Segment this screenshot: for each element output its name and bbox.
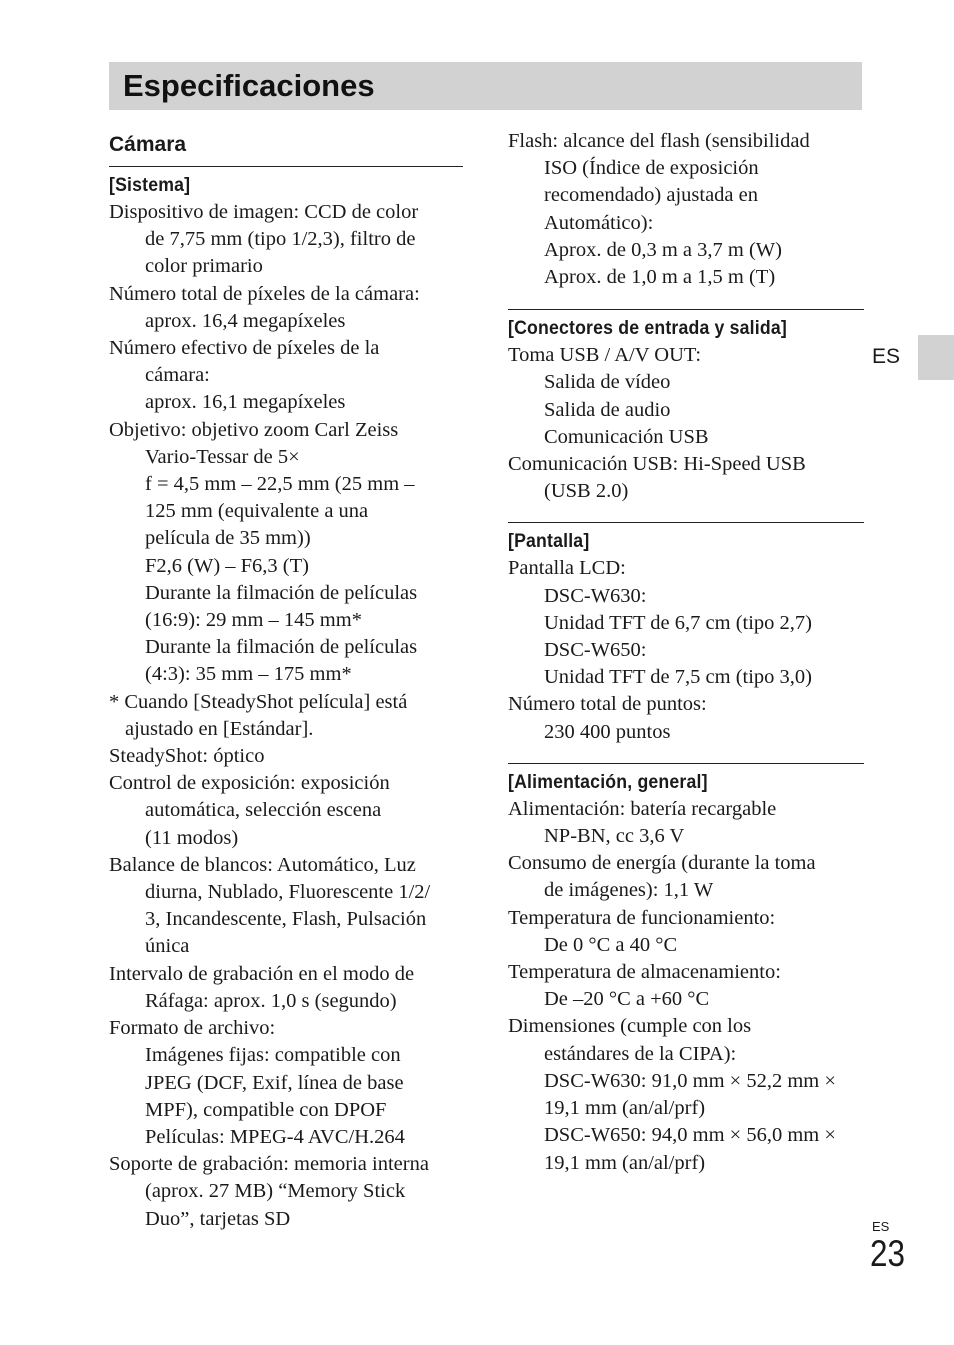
spec-line: Número total de píxeles de la cámara: xyxy=(109,282,420,305)
spec-line: Ráfaga: aprox. 1,0 s (segundo) xyxy=(145,989,397,1012)
spec-line: estándares de la CIPA): xyxy=(544,1042,737,1065)
spec-entry xyxy=(109,335,463,417)
spec-line: DSC-W630: xyxy=(544,584,647,607)
spec-line: 230 400 puntos xyxy=(544,720,671,743)
spec-line: JPEG (DCF, Exif, línea de base xyxy=(145,1071,404,1094)
spec-line: aprox. 16,1 megapíxeles xyxy=(145,391,346,414)
spec-line: Vario-Tessar de 5× xyxy=(145,445,300,468)
spec-line: Número total de puntos: xyxy=(508,693,707,716)
spec-entry xyxy=(109,1015,463,1151)
spec-line: Control de exposición: exposición xyxy=(109,772,390,795)
spec-line: Aprox. de 0,3 m a 3,7 m (W) xyxy=(544,238,782,261)
spec-line: Formato de archivo: xyxy=(109,1017,276,1040)
spec-line: De –20 °C a +60 °C xyxy=(544,988,710,1011)
right-sections xyxy=(508,309,864,1176)
spec-line: Salida de vídeo xyxy=(544,371,671,394)
spec-line: Flash: alcance del flash (sensibilidad xyxy=(508,130,810,152)
spec-line: Automático): xyxy=(544,211,654,234)
spec-line: SteadyShot: óptico xyxy=(109,745,265,768)
spec-line: Comunicación USB: Hi-Speed USB xyxy=(508,453,806,476)
spec-line: (11 modos) xyxy=(145,826,239,849)
spec-line: (4:3): 35 mm – 175 mm* xyxy=(145,663,352,686)
spec-line: Balance de blancos: Automático, Luz xyxy=(109,853,416,876)
spec-line: Objetivo: objetivo zoom Carl Zeiss xyxy=(109,418,399,441)
spec-line: Dispositivo de imagen: CCD de color xyxy=(109,201,419,223)
spec-line: ajustado en [Estándar]. xyxy=(125,717,314,740)
spec-line: Número efectivo de píxeles de la xyxy=(109,337,380,360)
spec-line: 19,1 mm (an/al/prf) xyxy=(544,1151,706,1174)
section-heading: [Pantalla] xyxy=(508,531,590,553)
spec-section xyxy=(508,522,864,745)
spec-line: DSC-W630: 91,0 mm × 52,2 mm × xyxy=(544,1069,836,1092)
spec-line: Unidad TFT de 6,7 cm (tipo 2,7) xyxy=(544,611,812,634)
spec-line: recomendado) ajustada en xyxy=(544,184,759,207)
spec-line: (aprox. 27 MB) “Memory Stick xyxy=(145,1180,406,1203)
section-heading: [Alimentación, general] xyxy=(508,771,708,793)
spec-line: Salida de audio xyxy=(544,398,671,421)
spec-line: Soporte de grabación: memoria interna xyxy=(109,1153,429,1176)
spec-line: MPF), compatible con DPOF xyxy=(145,1098,387,1121)
spec-entry xyxy=(508,850,864,904)
spec-line: ISO (Índice de exposición xyxy=(544,157,759,180)
spec-line: Temperatura de almacenamiento: xyxy=(508,961,781,984)
spec-line: 125 mm (equivalente a una xyxy=(145,500,369,523)
spec-line: única xyxy=(145,935,190,958)
left-column xyxy=(109,128,463,1233)
spec-line: color primario xyxy=(145,255,263,278)
language-tab-marker xyxy=(918,335,954,380)
flash-spec xyxy=(508,128,864,291)
section-heading: [Sistema] xyxy=(109,175,191,196)
left-sections xyxy=(109,166,463,1233)
spec-entry xyxy=(109,199,463,281)
spec-line: DSC-W650: 94,0 mm × 56,0 mm × xyxy=(544,1124,836,1147)
spec-line: (USB 2.0) xyxy=(544,480,629,503)
spec-entry xyxy=(109,417,463,689)
spec-entry xyxy=(508,555,864,691)
spec-line: Imágenes fijas: compatible con xyxy=(145,1044,401,1067)
spec-entry xyxy=(508,905,864,959)
spec-line: película de 35 mm)) xyxy=(145,527,311,550)
spec-section xyxy=(109,166,463,1233)
spec-line: automática, selección escena xyxy=(145,799,382,822)
spec-entry xyxy=(508,342,864,451)
spec-line: 19,1 mm (an/al/prf) xyxy=(544,1097,706,1120)
section-heading: [Conectores de entrada y salida] xyxy=(508,318,787,340)
spec-entry xyxy=(508,128,864,291)
spec-entry xyxy=(508,796,864,850)
spec-line: Duo”, tarjetas SD xyxy=(145,1207,291,1230)
spec-section xyxy=(508,763,864,1177)
spec-entry xyxy=(508,1013,864,1176)
spec-line: Comunicación USB xyxy=(544,425,709,448)
spec-line: de imágenes): 1,1 W xyxy=(544,879,714,902)
spec-line: Durante la filmación de películas xyxy=(145,636,418,659)
spec-line: DSC-W650: xyxy=(544,639,647,662)
language-tab-label: ES xyxy=(872,345,901,368)
spec-line: cámara: xyxy=(145,364,210,387)
spec-note xyxy=(109,689,463,743)
spec-line: Pantalla LCD: xyxy=(508,557,626,580)
spec-entry xyxy=(109,281,463,335)
spec-line: De 0 °C a 40 °C xyxy=(544,933,678,956)
spec-line: Intervalo de grabación en el modo de xyxy=(109,962,415,985)
spec-line: Alimentación: batería recargable xyxy=(508,797,777,820)
spec-line: aprox. 16,4 megapíxeles xyxy=(145,309,346,332)
spec-line: 3, Incandescente, Flash, Pulsación xyxy=(145,908,427,931)
spec-line: F2,6 (W) – F6,3 (T) xyxy=(145,554,309,577)
spec-entry xyxy=(109,770,463,852)
title-bar xyxy=(109,62,862,110)
spec-line: Unidad TFT de 7,5 cm (tipo 3,0) xyxy=(544,666,812,689)
spec-entry xyxy=(109,1151,463,1233)
spec-entry xyxy=(109,961,463,1015)
spec-entry xyxy=(109,852,463,961)
page-title: Especificaciones xyxy=(123,68,375,103)
spec-line: Películas: MPEG-4 AVC/H.264 xyxy=(145,1125,405,1148)
spec-line: * Cuando [SteadyShot película] está xyxy=(109,690,408,713)
spec-line: diurna, Nublado, Fluorescente 1/2/ xyxy=(145,881,431,904)
spec-line: Toma USB / A/V OUT: xyxy=(508,344,702,367)
spec-line: (16:9): 29 mm – 145 mm* xyxy=(145,609,362,632)
spec-line: Consumo de energía (durante la toma xyxy=(508,852,816,875)
spec-section xyxy=(508,309,864,505)
spec-line: f = 4,5 mm – 22,5 mm (25 mm – xyxy=(145,473,415,496)
spec-line: de 7,75 mm (tipo 1/2,3), filtro de xyxy=(145,228,416,251)
spec-line: NP-BN, cc 3,6 V xyxy=(544,825,685,848)
subsection-title: Cámara xyxy=(109,133,187,156)
spec-entry xyxy=(508,691,864,745)
page-number: 23 xyxy=(870,1233,905,1274)
spec-entry xyxy=(109,743,463,770)
spec-line: Durante la filmación de películas xyxy=(145,581,418,604)
spec-line: Aprox. de 1,0 m a 1,5 m (T) xyxy=(544,266,776,289)
spec-line: Dimensiones (cumple con los xyxy=(508,1015,752,1038)
footer-language: ES xyxy=(872,1219,890,1234)
right-column xyxy=(508,128,864,1177)
spec-entry xyxy=(508,959,864,1013)
spec-line: Temperatura de funcionamiento: xyxy=(508,906,776,929)
spec-entry xyxy=(508,451,864,505)
